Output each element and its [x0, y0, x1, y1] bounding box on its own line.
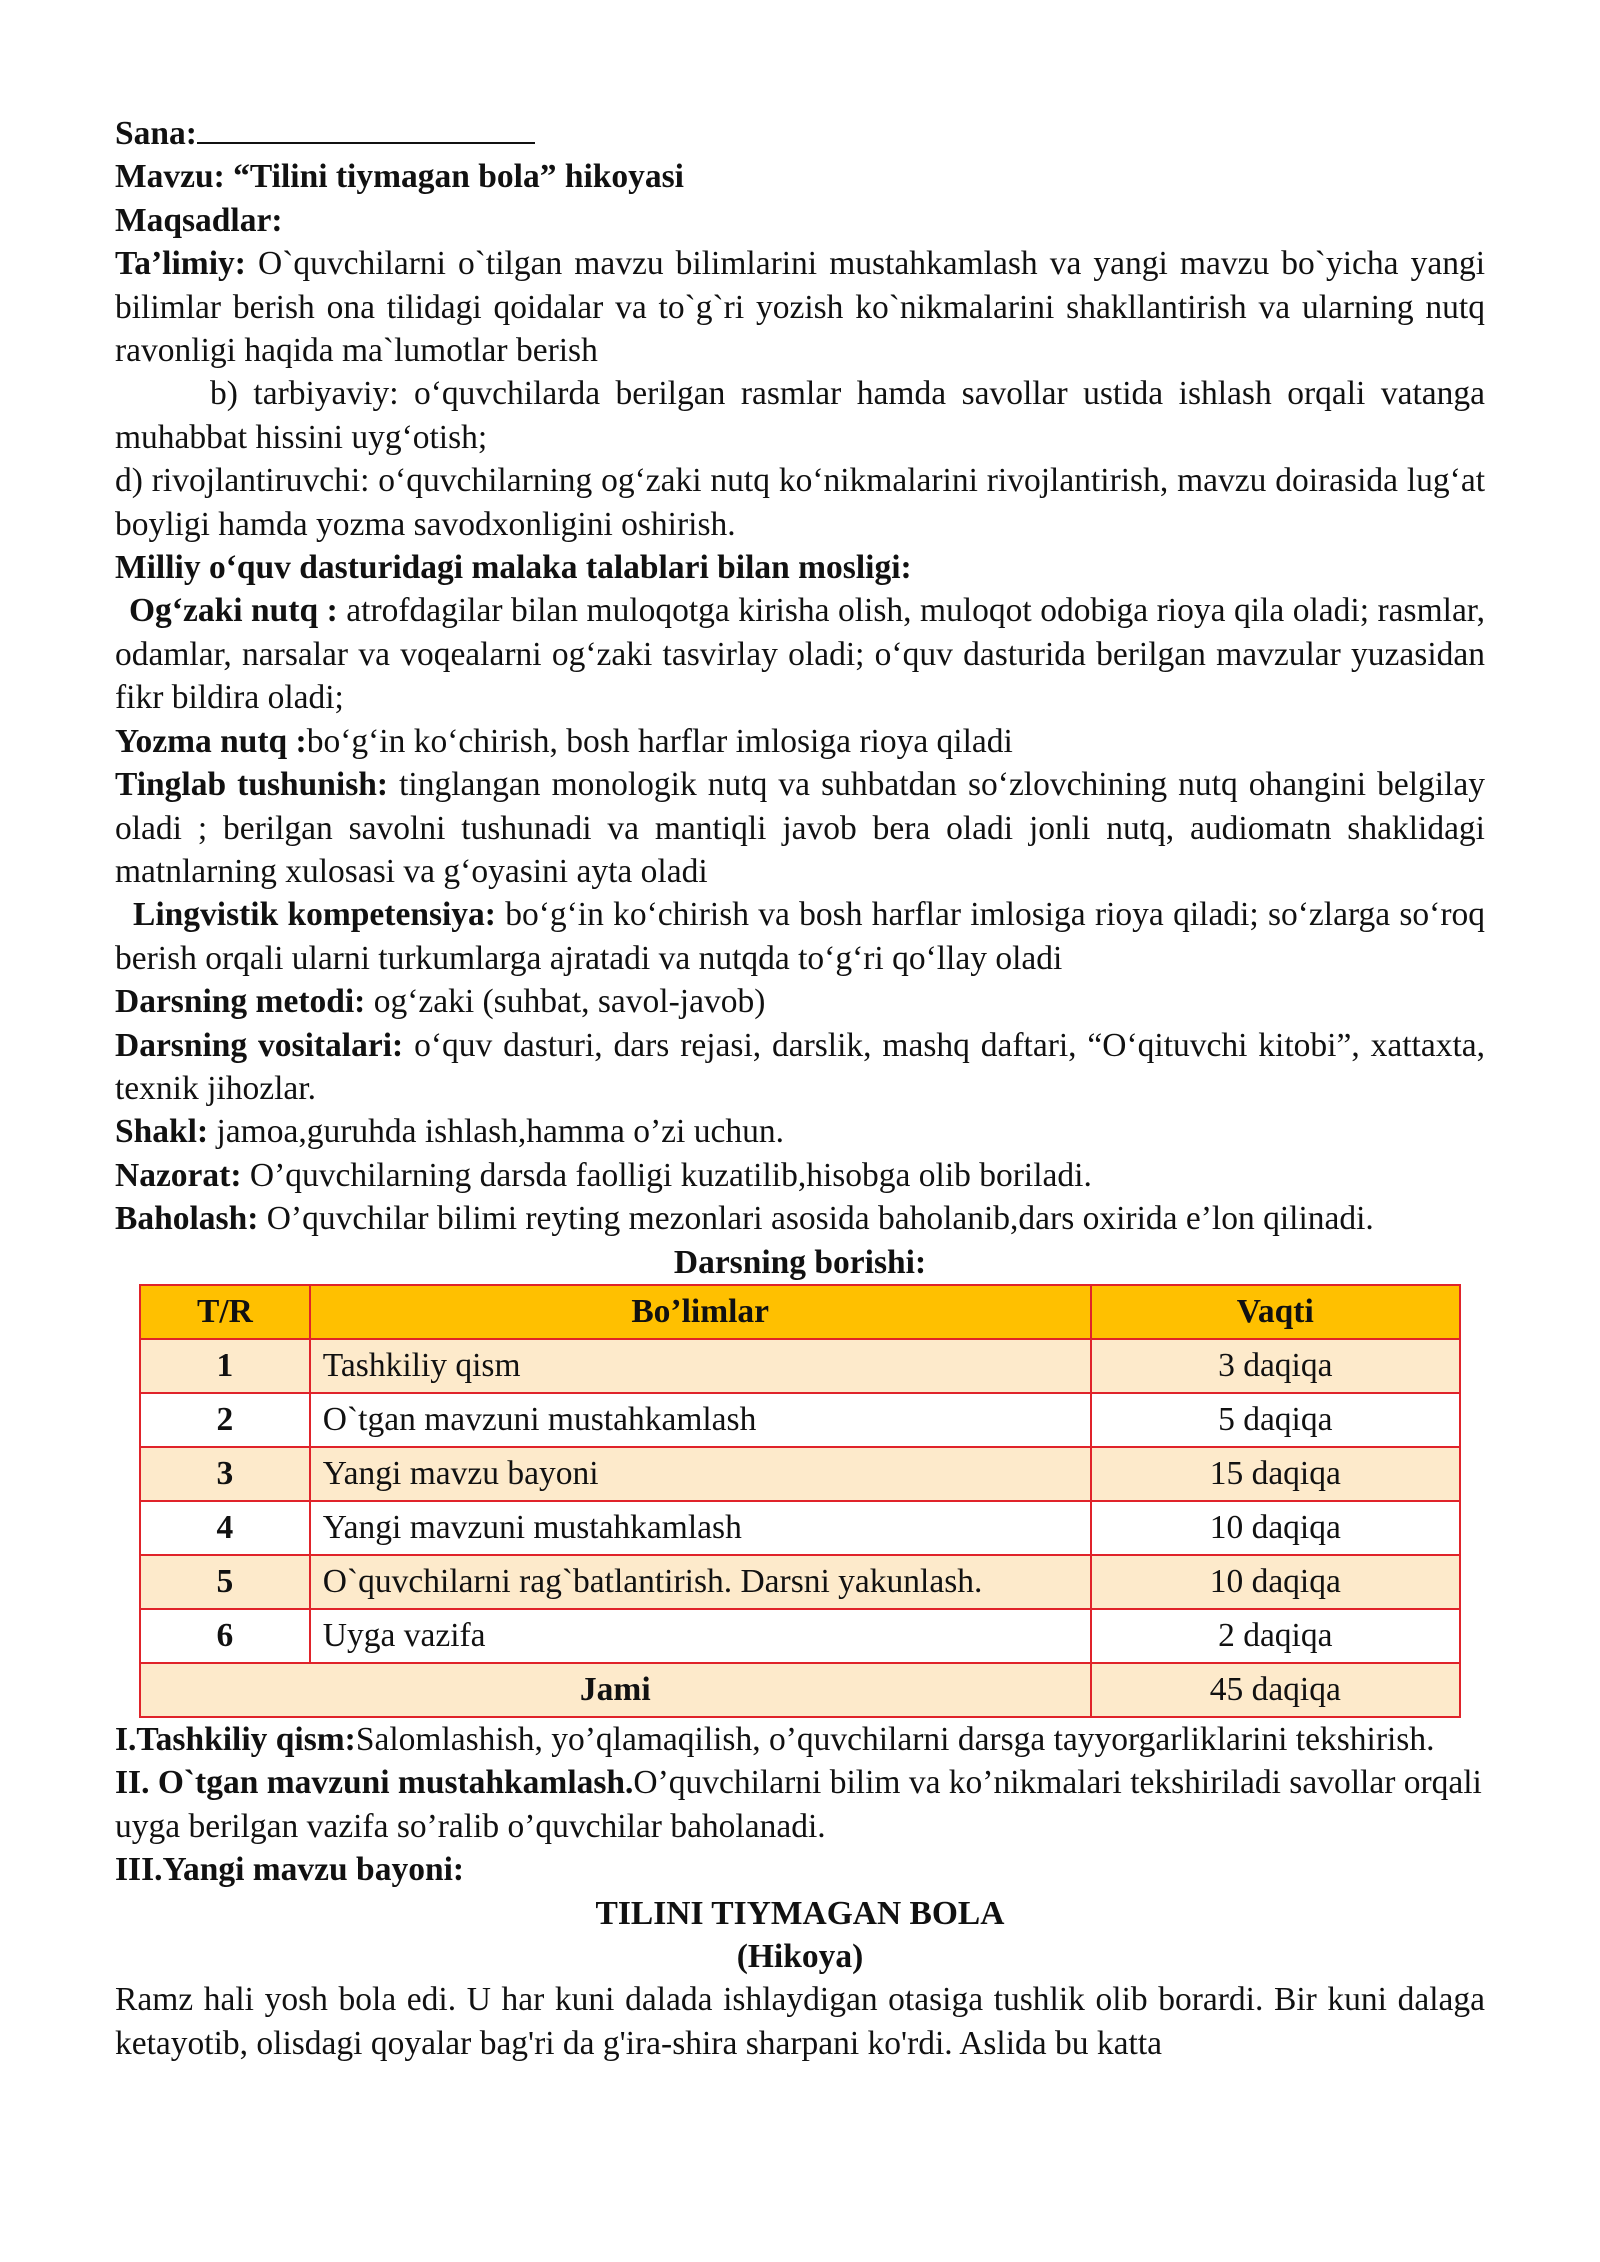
lesson-control-text: O’quvchilarning darsda faolligi kuzatilib,hisobga olib boriladi.	[249, 1156, 1092, 1194]
stage-organizational-text: Salomlashish, yo’qlamaqilish, o’quvchilarni darsga tayyorgarliklarini tekshirish.	[355, 1720, 1435, 1758]
header-section: Bo’limlar	[310, 1285, 1091, 1339]
topic-title: “Tilini tiymagan bola” hikoyasi	[233, 158, 684, 196]
goal-developmental: d) rivojlantiruvchi: o‘quvchilarning og‘zaki nutq ko‘nikmalarini rivojlantirish, mavzu doirasida lug‘at boyligi hamda yozma savodxonligini oshirish.	[115, 462, 1485, 543]
standard-linguistic-text: bo‘g‘in ko‘chirish va bosh harflar imlosiga rioya qiladi; so‘zlarga so‘roq berish orqali ularni turkumlarga ajratadi va nutqda to‘g‘ri qo‘llay oladi	[115, 896, 1485, 977]
row-time: 5 daqiqa	[1091, 1393, 1460, 1447]
stage-new-topic: III.Yangi mavzu bayoni:	[115, 1851, 465, 1889]
date-label: Sana:	[115, 115, 197, 152]
table-total-row	[140, 1663, 1460, 1717]
standard-listening	[115, 763, 1485, 893]
row-section: Tashkiliy qism	[310, 1339, 1091, 1393]
lesson-tools-text: o‘quv dasturi, dars rejasi, darslik, mashq daftari, “O‘qituvchi kitobi”, xattaxta, texnik jihozlar.	[115, 1026, 1485, 1107]
goal-upbringing: b) tarbiyaviy: o‘quvchilarda berilgan rasmlar hamda savollar ustida ishlash orqali vatanga muhabbat hissini uyg‘otish;	[115, 375, 1485, 456]
lesson-form-text: jamoa,guruhda ishlash,hamma o’zi uchun.	[216, 1113, 784, 1151]
row-section: O`quvchilarni rag`batlantirish. Darsni yakunlash.	[310, 1555, 1091, 1609]
lesson-method-text: og‘zaki (suhbat, savol-javob)	[373, 983, 766, 1021]
goal-educational	[115, 242, 1485, 372]
row-number: 2	[140, 1393, 310, 1447]
standard-linguistic	[115, 893, 1485, 980]
row-time: 10 daqiqa	[1091, 1555, 1460, 1609]
table-row	[140, 1609, 1460, 1663]
row-section: Uyga vazifa	[310, 1609, 1091, 1663]
date-blank	[197, 112, 535, 144]
topic-label: Mavzu:	[115, 158, 225, 196]
table-row	[140, 1339, 1460, 1393]
row-section: O`tgan mavzuni mustahkamlash	[310, 1393, 1091, 1447]
stage-organizational-label: I.Tashkiliy qism:	[115, 1720, 356, 1758]
standard-listening-label: Tinglab tushunish:	[115, 766, 389, 804]
story-subtitle: (Hikoya)	[736, 1938, 864, 1975]
table-row	[140, 1393, 1460, 1447]
goal-educational-label: Ta’limiy:	[115, 245, 246, 283]
row-number: 5	[140, 1555, 310, 1609]
topic-line	[115, 155, 1485, 198]
lesson-assessment-label: Baholash:	[115, 1200, 259, 1238]
story-text: Ramz hali yosh bola edi. U har kuni dalada ishlaydigan otasiga tushlik olib borardi. Bir kuni dalaga ketayotib, olisdagi qoyalar bag'ri da g'ira-shira sharpani ko'rdi. Aslida bu katta	[115, 1981, 1485, 2062]
row-number: 1	[140, 1339, 310, 1393]
row-time: 2 daqiqa	[1091, 1609, 1460, 1663]
row-time: 3 daqiqa	[1091, 1339, 1460, 1393]
table-row	[140, 1555, 1460, 1609]
lesson-control	[115, 1154, 1485, 1197]
table-row	[140, 1447, 1460, 1501]
lesson-assessment-text: O’quvchilar bilimi reyting mezonlari asosida baholanib,dars oxirida e’lon qilinadi.	[266, 1200, 1374, 1238]
lesson-plan-table	[139, 1284, 1461, 1718]
stage-review-label: II. O`tgan mavzuni mustahkamlash.	[115, 1764, 634, 1802]
lesson-form-label: Shakl:	[115, 1113, 209, 1151]
row-time: 15 daqiqa	[1091, 1447, 1460, 1501]
goals-heading: Maqsadlar:	[115, 201, 283, 239]
standard-oral-label: Og‘zaki nutq :	[129, 592, 338, 630]
lesson-form	[115, 1110, 1485, 1153]
standard-written-text: bo‘g‘in ko‘chirish, bosh harflar imlosiga rioya qiladi	[306, 722, 1013, 760]
standards-heading: Milliy o‘quv dasturidagi malaka talablari bilan mosligi:	[115, 549, 912, 587]
header-time: Vaqti	[1091, 1285, 1460, 1339]
lesson-tools-label: Darsning vositalari:	[115, 1026, 404, 1064]
date-line	[115, 112, 1485, 155]
row-section: Yangi mavzuni mustahkamlash	[310, 1501, 1091, 1555]
table-header-row	[140, 1285, 1460, 1339]
row-time: 10 daqiqa	[1091, 1501, 1460, 1555]
lesson-control-label: Nazorat:	[115, 1156, 242, 1194]
row-section: Yangi mavzu bayoni	[310, 1447, 1091, 1501]
stage-review-text: O’quvchilarni bilim va ko’nikmalari tekshiriladi savollar orqali uyga berilgan vazifa so’ralib o’quvchilar baholanadi.	[115, 1764, 1482, 1845]
plan-title: Darsning borishi:	[673, 1243, 927, 1281]
standard-written	[115, 720, 1485, 763]
standard-oral-text: atrofdagilar bilan muloqotga kirisha olish, muloqot odobiga rioya qila oladi; rasmlar, odamlar, narsalar va voqealarni og‘zaki tasvirlay oladi; o‘quv dasturida berilgan mavzular yuzasidan fikr bildira oladi;	[115, 592, 1486, 717]
lesson-method-label: Darsning metodi:	[115, 983, 366, 1021]
total-label: Jami	[140, 1663, 1091, 1717]
header-number: T/R	[140, 1285, 310, 1339]
story-title: TILINI TIYMAGAN BOLA	[595, 1894, 1005, 1932]
table-row	[140, 1501, 1460, 1555]
standard-linguistic-label: Lingvistik kompetensiya:	[133, 896, 496, 934]
document-page	[115, 112, 1485, 2065]
row-number: 3	[140, 1447, 310, 1501]
standard-oral	[115, 589, 1485, 719]
lesson-tools	[115, 1024, 1485, 1111]
row-number: 4	[140, 1501, 310, 1555]
row-number: 6	[140, 1609, 310, 1663]
goal-educational-text: O`quvchilarni o`tilgan mavzu bilimlarini mustahkamlash va yangi mavzu bo`yicha yangi bilimlar berish ona tilidagi qoidalar va to`g`ri yozish ko`nikmalarini shakllantirish va ularning nutq ravonligi haqida ma`lumotlar berish	[115, 245, 1485, 370]
lesson-assessment	[115, 1197, 1485, 1240]
standard-written-label: Yozma nutq :	[115, 722, 307, 760]
stage-organizational	[115, 1718, 1485, 1761]
stage-review	[115, 1761, 1485, 1848]
total-time: 45 daqiqa	[1091, 1663, 1460, 1717]
standard-listening-text: tinglangan monologik nutq va suhbatdan so‘zlovchining nutq ohangini belgilay oladi ; berilgan savolni tushunadi va mantiqli javob bera oladi jonli nutq, audiomatn shaklidagi matnlarning xulosasi va g‘oyasini ayta oladi	[115, 766, 1485, 890]
lesson-method	[115, 980, 1485, 1023]
